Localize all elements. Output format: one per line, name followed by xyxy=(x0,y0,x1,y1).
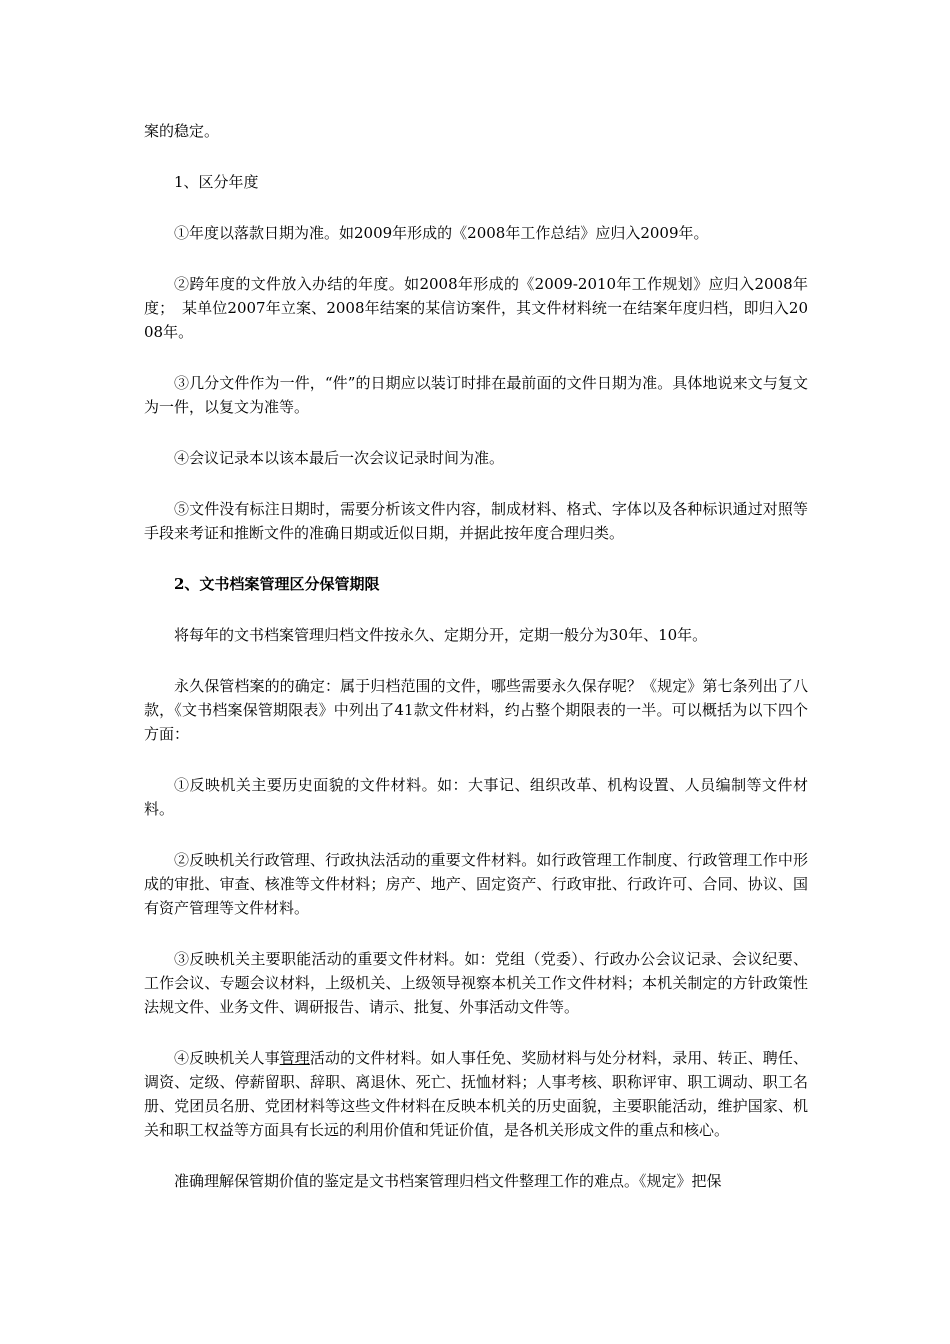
section-retention-period-heading: 2、文书档案管理区分保管期限 xyxy=(174,575,380,593)
paragraph-retention-split: 将每年的文书档案管理归档文件按永久、定期分开，定期一般分为30年、10年。 xyxy=(174,626,708,644)
paragraph-rule-4: ④会议记录本以该本最后一次会议记录时间为准。 xyxy=(174,449,505,467)
paragraph-appraisal-difficulty: 准确理解保管期价值的鉴定是文书档案管理归档文件整理工作的难点。《规定》把保 xyxy=(174,1172,722,1190)
underlined-link-management[interactable]: 管理 xyxy=(279,1049,310,1067)
paragraph-case-stability: 案的稳定。 xyxy=(144,122,220,140)
document-body xyxy=(144,119,808,1220)
paragraph-aspect-3: ③反映机关主要职能活动的重要文件材料。如：党组（党委）、行政办公会议记录、会议纪要、工作会议、专题会议材料，上级机关、上级领导视察本机关工作文件材料；本机关制定的方针政策性法规文件、业务文件、调研报告、请示、批复、外事活动文件等。 xyxy=(144,950,808,1016)
paragraph-rule-3: ③几分文件作为一件，“件”的日期应以装订时排在最前面的文件日期为准。具体地说来文与复文为一件，以复文为准等。 xyxy=(144,374,808,416)
paragraph-rule-5: ⑤文件没有标注日期时，需要分析该文件内容，制成材料、格式、字体以及各种标识通过对照等手段来考证和推断文件的准确日期或近似日期，并据此按年度合理归类。 xyxy=(144,500,808,542)
paragraph-rule-1: ①年度以落款日期为准。如2009年形成的《2008年工作总结》应归入2009年。 xyxy=(174,224,709,242)
paragraph-aspect-4-after: 活动的文件材料。如人事任免、奖励材料与处分材料，录用、转正、聘任、调资、定级、停薪留职、辞职、离退休、死亡、抚恤材料；人事考核、职称评审、职工调动、职工名册、党团员名册、党团材料等这些文件材料在反映本机关的历史面貌，主要职能活动，维护国家、机关和职工权益等方面具有长远的利用价值和凭证价值，是各机关形成文件的重点和核心。 xyxy=(144,1049,808,1139)
paragraph-rule-2: ②跨年度的文件放入办结的年度。如2008年形成的《2009-2010年工作规划》应归入2008年度； 某单位2007年立案、2008年结案的某信访案件，其文件材料统一在结案年度归档，即归入2008年。 xyxy=(144,275,808,341)
paragraph-aspect-2: ②反映机关行政管理、行政执法活动的重要文件材料。如行政管理工作制度、行政管理工作中形成的审批、审查、核准等文件材料；房产、地产、固定资产、行政审批、行政许可、合同、协议、国有资产管理等文件材料。 xyxy=(144,851,808,917)
paragraph-aspect-1: ①反映机关主要历史面貌的文件材料。如：大事记、组织改革、机构设置、人员编制等文件材料。 xyxy=(144,776,808,818)
paragraph-aspect-4-before: ④反映机关人事 xyxy=(174,1049,280,1067)
paragraph-aspect-4 xyxy=(144,1046,808,1142)
section-distinguish-year: 1、区分年度 xyxy=(174,173,259,191)
paragraph-permanent-definition: 永久保管档案的的确定：属于归档范围的文件，哪些需要永久保存呢？《规定》第七条列出了八款，《文书档案保管期限表》中列出了41款文件材料，约占整个期限表的一半。可以概括为以下四个方面： xyxy=(144,677,808,743)
